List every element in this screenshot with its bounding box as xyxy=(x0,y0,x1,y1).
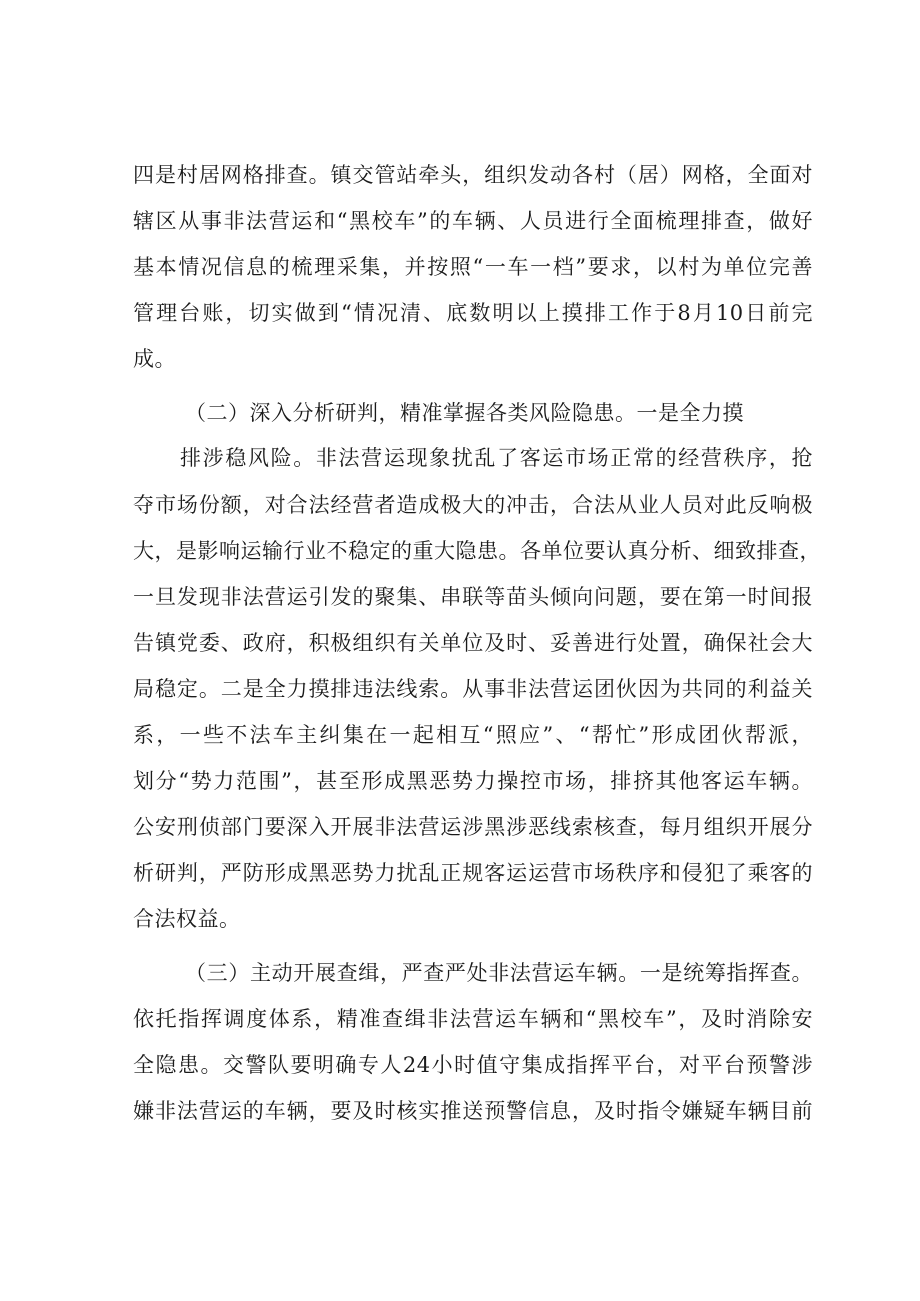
text-line: 告镇党委、政府，积极组织有关单位及时、妥善进行处置，确保社会大 xyxy=(133,631,813,655)
text-line: 公安刑侦部门要深入开展非法营运涉黑涉恶线索核查，每月组织开展分 xyxy=(133,815,813,839)
text-line: 依托指挥调度体系，精准查缉非法营运车辆和“黑校车”，及时消除安 xyxy=(133,1007,813,1031)
text-line: 基本情况信息的梳理采集，并按照“一车一档”要求，以村为单位完善 xyxy=(133,255,813,279)
text-line: 全隐患。交警队要明确专人24小时值守集成指挥平台，对平台预警涉 xyxy=(133,1053,813,1077)
text-line: 夺市场份额，对合法经营者造成极大的冲击，合法从业人员对此反响极 xyxy=(133,493,813,517)
text-line: 析研判，严防形成黑恶势力扰乱正规客运运营市场秩序和侵犯了乘客的 xyxy=(133,861,813,885)
text-line: 排涉稳风险。非法营运现象扰乱了客运市场正常的经营秩序，抢 xyxy=(180,446,813,470)
section-heading-line: （二）深入分析研判，精准掌握各类风险隐患。一是全力摸 xyxy=(185,401,744,425)
text-line: 嫌非法营运的车辆，要及时核实推送预警信息，及时指令嫌疑车辆目前 xyxy=(133,1099,813,1123)
section-heading-line: （三）主动开展查缉，严查严处非法营运车辆。一是统筹指挥查。 xyxy=(185,961,813,985)
text-line: 成。 xyxy=(133,347,176,371)
text-line: 局稳定。二是全力摸排违法线索。从事非法营运团伙因为共同的利益关 xyxy=(133,677,813,701)
text-line: 管理台账，切实做到“情况清、底数明以上摸排工作于8月10日前完 xyxy=(133,301,813,325)
text-line: 合法权益。 xyxy=(133,907,241,931)
text-line: 四是村居网格排查。镇交管站牵头，组织发动各村（居）网格，全面对 xyxy=(133,163,813,187)
text-line: 大，是影响运输行业不稳定的重大隐患。各单位要认真分析、细致排查， xyxy=(133,539,821,563)
text-line: 一旦发现非法营运引发的聚集、串联等苗头倾向问题，要在第一时间报 xyxy=(133,585,813,609)
text-line: 辖区从事非法营运和“黑校车”的车辆、人员进行全面梳理排查，做好 xyxy=(133,209,813,233)
text-line: 划分“势力范围”，甚至形成黑恶势力操控市场，排挤其他客运车辆。 xyxy=(133,769,813,793)
text-line: 系，一些不法车主纠集在一起相互“照应”、“帮忙”形成团伙帮派， xyxy=(133,723,813,747)
